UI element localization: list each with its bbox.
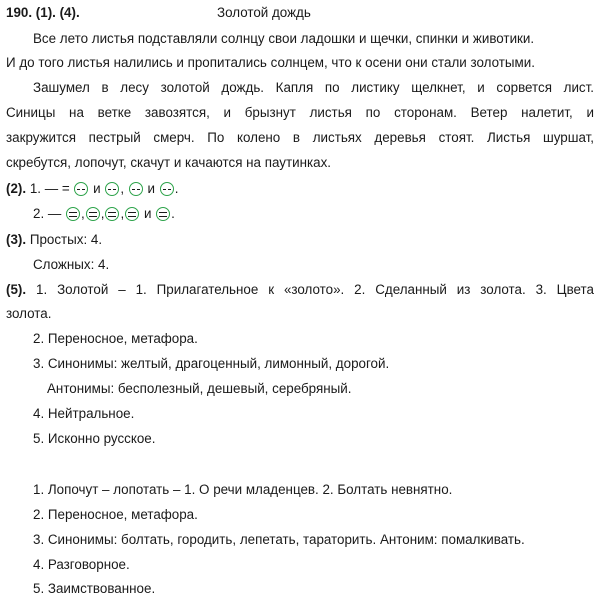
scheme-1-dot: . <box>174 181 179 196</box>
predicate-circle-icon <box>160 182 174 196</box>
task-5-line-1 <box>6 277 594 302</box>
paragraph-2-line-2: Синицы на ветке завозятся, и брызнут листья по сторонам. Ветер налетит, и <box>6 105 594 120</box>
scheme-1-and-2: и <box>147 181 156 196</box>
word-1-synonyms: 3. Синонимы: желтый, драгоценный, лимонный, дорогой. <box>33 356 390 371</box>
word-2-meanings: 1. Лопочут – лопотать – 1. О речи младенцев. 2. Болтать невнятно. <box>33 482 453 497</box>
scheme-1-comma: , <box>120 181 125 196</box>
scheme-2-and: и <box>143 206 152 221</box>
predicate-double-circle-icon <box>86 207 100 221</box>
text-title: Золотой дождь <box>217 5 311 20</box>
exercise-number: 190. (1). (4). <box>6 5 80 20</box>
scheme-2-prefix: 2. — <box>33 206 62 221</box>
word-2-usage: 2. Переносное, метафора. <box>33 507 198 522</box>
scheme-2-dot: . <box>171 206 175 221</box>
word-2-style: 4. Разговорное. <box>33 557 130 572</box>
predicate-circle-icon <box>105 182 119 196</box>
scheme-2-comma: , <box>120 206 125 221</box>
scheme-line-2 <box>33 201 594 226</box>
paragraph-1-line-1: Все лето листья подставляли солнцу свои ладошки и щечки, спинки и животики. <box>33 31 535 46</box>
paragraph-2-line-1: Зашумел в лесу золотой дождь. Капля по листику щелкнет, и сорвется лист. <box>33 80 594 95</box>
scheme-2-comma: , <box>100 206 105 221</box>
word-1-meanings-cont: золота. <box>6 306 52 321</box>
word-1-origin: 5. Исконно русское. <box>33 431 156 446</box>
paragraph-1-line-2: И до того листья налились и пропитались солнцем, что к осени они стали золотыми. <box>6 55 535 70</box>
predicate-circle-icon <box>74 182 88 196</box>
word-2-origin: 5. Заимствованное. <box>33 581 156 596</box>
scheme-line-1 <box>6 176 594 201</box>
task-5-label: (5). <box>6 282 27 297</box>
scheme-2-comma: , <box>81 206 85 221</box>
complex-count: Сложных: 4. <box>33 257 110 272</box>
predicate-double-circle-icon <box>105 207 119 221</box>
word-1-antonyms: Антонимы: бесполезный, дешевый, серебряный. <box>47 381 352 396</box>
predicate-double-circle-icon <box>66 207 80 221</box>
task-3-label: (3). <box>6 232 27 247</box>
task-2-label: (2). <box>6 181 27 196</box>
predicate-double-circle-icon <box>125 207 139 221</box>
paragraph-2-line-4: скребутся, лопочут, скачут и качаются на паутинках. <box>6 155 331 170</box>
word-2-synonyms: 3. Синонимы: болтать, городить, лепетать, тараторить. Антоним: помалкивать. <box>33 532 525 547</box>
predicate-double-circle-icon <box>156 207 170 221</box>
task-3-line-1 <box>6 227 594 252</box>
scheme-1-prefix: 1. — = <box>29 181 70 196</box>
predicate-circle-icon <box>129 182 143 196</box>
word-1-style: 4. Нейтральное. <box>33 406 135 421</box>
word-1-meanings: 1. Золотой – 1. Прилагательное к «золото». 2. Сделанный из золота. 3. Цвета <box>36 282 594 297</box>
word-1-usage: 2. Переносное, метафора. <box>33 331 198 346</box>
scheme-1-and-1: и <box>93 181 101 196</box>
simple-count: Простых: 4. <box>29 232 103 247</box>
paragraph-2-line-3: закружится пестрый смерч. По колено в листьях деревья стоят. Листья шуршат, <box>6 130 594 145</box>
